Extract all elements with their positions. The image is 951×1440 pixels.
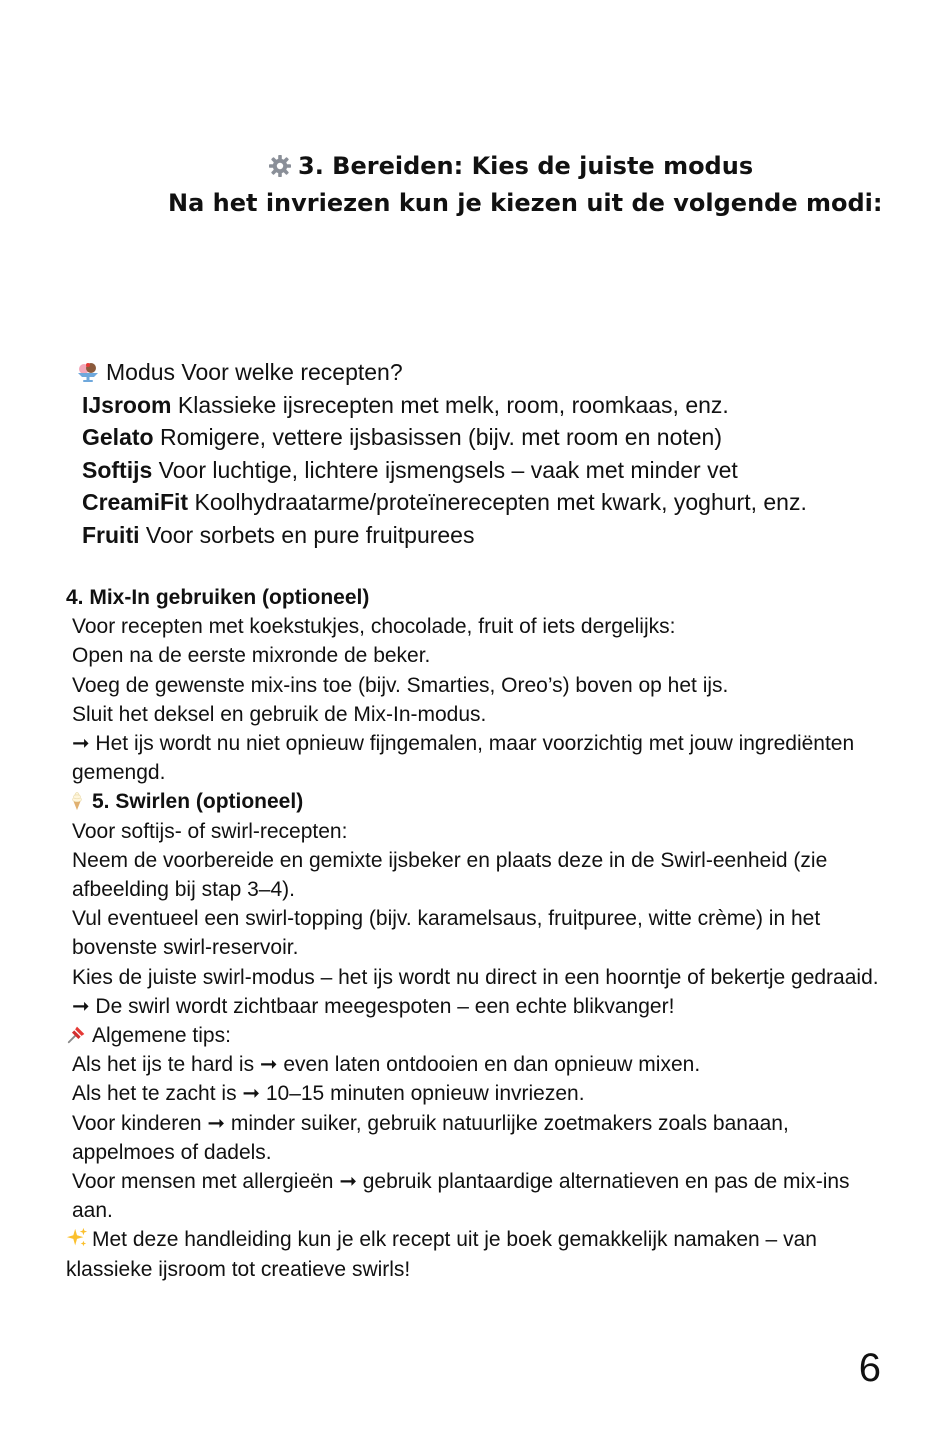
sparkles-icon bbox=[66, 1227, 88, 1249]
mode-name: Softijs bbox=[82, 456, 153, 483]
heading-line-1 bbox=[268, 152, 753, 180]
tips-title: Algemene tips: bbox=[92, 1024, 231, 1048]
section-5-line: Voor softijs- of swirl-recepten: bbox=[72, 819, 348, 843]
mode-name: CreamiFit bbox=[82, 489, 189, 515]
section-5-title: 5. Swirlen (optioneel) bbox=[92, 790, 304, 814]
modes-table bbox=[76, 356, 807, 551]
section-5-line: Neem de voorbereide en gemixte ijsbeker en plaats deze in de Swirl-eenheid (zie afbeelding bij stap 3–4). bbox=[72, 848, 828, 902]
section-5-arrow-line: ➞ De swirl wordt zichtbaar meegespoten – een echte blikvanger! bbox=[72, 994, 675, 1018]
section-4-arrow-line: ➞ Het ijs wordt nu niet opnieuw fijngemalen, maar voorzichtig met jouw ingrediënten gemengd. bbox=[72, 732, 855, 785]
page-number: 6 bbox=[858, 1346, 881, 1390]
mode-row bbox=[76, 421, 807, 454]
mode-desc: Romigere, vettere ijsbasissen (bijv. met room en noten) bbox=[159, 424, 722, 450]
modes-header bbox=[76, 356, 807, 389]
ice-cream-sundae-icon bbox=[76, 360, 100, 384]
mode-name: Fruiti bbox=[82, 521, 140, 548]
tip-line: Voor mensen met allergieën ➞ gebruik plantaardige alternatieven en pas de mix-ins aan. bbox=[72, 1170, 850, 1223]
heading-title: 3. Bereiden: Kies de juiste modus bbox=[298, 152, 754, 180]
mode-row bbox=[76, 454, 807, 487]
mode-row bbox=[76, 519, 807, 552]
section-4-line: Voeg de gewenste mix-ins toe (bijv. Smarties, Oreo’s) boven op het ijs. bbox=[72, 673, 729, 697]
mode-desc: Koolhydraatarme/proteïnerecepten met kwark, yoghurt, enz. bbox=[194, 489, 807, 515]
tip-line: Als het te zacht is ➞ 10–15 minuten opnieuw invriezen. bbox=[72, 1082, 585, 1106]
mode-name: Gelato bbox=[82, 424, 154, 450]
mode-desc: Klassieke ijsrecepten met melk, room, roomkaas, enz. bbox=[177, 391, 729, 418]
mode-row bbox=[76, 486, 807, 519]
tip-line: Als het ijs te hard is ➞ even laten ontdooien en dan opnieuw mixen. bbox=[72, 1053, 701, 1077]
heading-line-2: Na het invriezen kun je kiezen uit de volgende modi: bbox=[168, 189, 883, 217]
mode-desc: Voor luchtige, lichtere ijsmengsels – vaak met minder vet bbox=[158, 456, 738, 483]
section-5-title-row bbox=[66, 787, 896, 816]
gear-icon bbox=[268, 154, 292, 178]
closing-text: Met deze handleiding kun je elk recept uit je boek gemakkelijk namaken – van klassieke ijsroom tot creatieve swirls! bbox=[66, 1228, 817, 1281]
body-text bbox=[66, 583, 896, 1284]
soft-ice-cream-icon bbox=[66, 789, 88, 811]
section-4-line: Open na de eerste mixronde de beker. bbox=[72, 644, 431, 668]
modes-header-text: Modus Voor welke recepten? bbox=[106, 359, 403, 385]
section-5-line: Kies de juiste swirl-modus – het ijs wordt nu direct in een hoorntje of bekertje gedraaid. bbox=[72, 965, 879, 989]
section-4-title: 4. Mix-In gebruiken (optioneel) bbox=[66, 586, 370, 609]
mode-desc: Voor sorbets en pure fruitpurees bbox=[145, 521, 475, 548]
mode-row bbox=[76, 389, 807, 422]
mode-name: IJsroom bbox=[82, 391, 172, 418]
section-4-line: Sluit het deksel en gebruik de Mix-In-modus. bbox=[72, 702, 487, 726]
section-4-line: Voor recepten met koekstukjes, chocolade, fruit of iets dergelijks: bbox=[72, 615, 676, 639]
closing-row bbox=[66, 1225, 896, 1283]
pushpin-icon bbox=[66, 1023, 88, 1045]
tip-line: Voor kinderen ➞ minder suiker, gebruik natuurlijke zoetmakers zoals banaan, appelmoes of dadels. bbox=[72, 1111, 789, 1164]
tips-title-row bbox=[66, 1021, 896, 1050]
section-5-line: Vul eventueel een swirl-topping (bijv. karamelsaus, fruitpuree, witte crème) in het bovenste swirl-reservoir. bbox=[72, 907, 821, 960]
